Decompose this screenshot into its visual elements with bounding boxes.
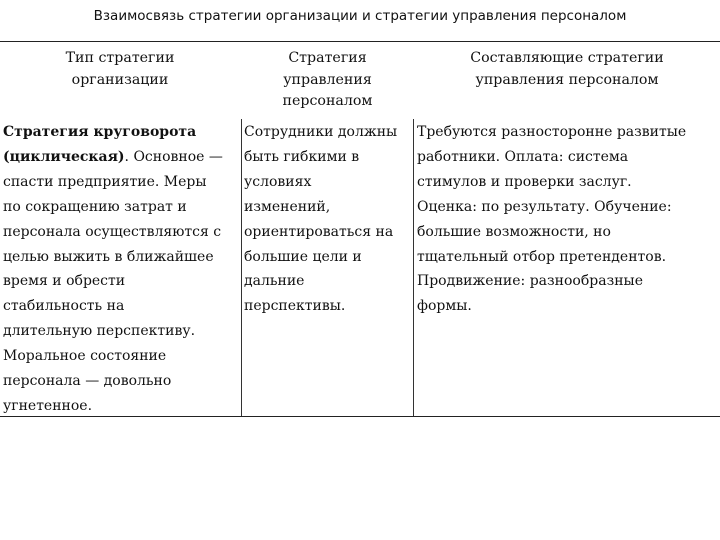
strategy-table: [0, 41, 720, 417]
column-divider-1: [241, 119, 242, 416]
org-strategy-details: . Основное — спасти предприятие. Меры по сокращению затрат и персонала осуществляются с целью выжить в ближайшее время и обрести стабильность на длительную перспективу. Моральное состояние персонала — довольно угнетенное.: [3, 148, 223, 414]
cell-org-strategy-description: [3, 120, 241, 419]
slide-title: Взаимосвязь стратегии организации и стратегии управления персоналом: [93, 8, 627, 24]
header-hr-strategy: Стратегия управления персоналом: [282, 50, 373, 109]
cell-hr-strategy: Сотрудники должны быть гибкими в условиях изменений, ориентироваться на большие цели и дальние перспективы.: [244, 124, 398, 315]
header-org-strategy-type: Тип стратегии организации: [65, 50, 175, 88]
header-hr-strategy-components: Составляющие стратегии управления персоналом: [470, 50, 664, 88]
cell-hr-strategy-components: Требуются разносторонне развитые работники. Оплата: система стимулов и проверки заслуг. Оценка: по результату. Обучение: большие возможности, но тщательный отбор претендентов. Продвижение: разнообразные формы.: [417, 124, 687, 315]
table-top-border: [0, 41, 720, 42]
org-strategy-name: Стратегия круговорота (циклическая): [3, 124, 197, 165]
